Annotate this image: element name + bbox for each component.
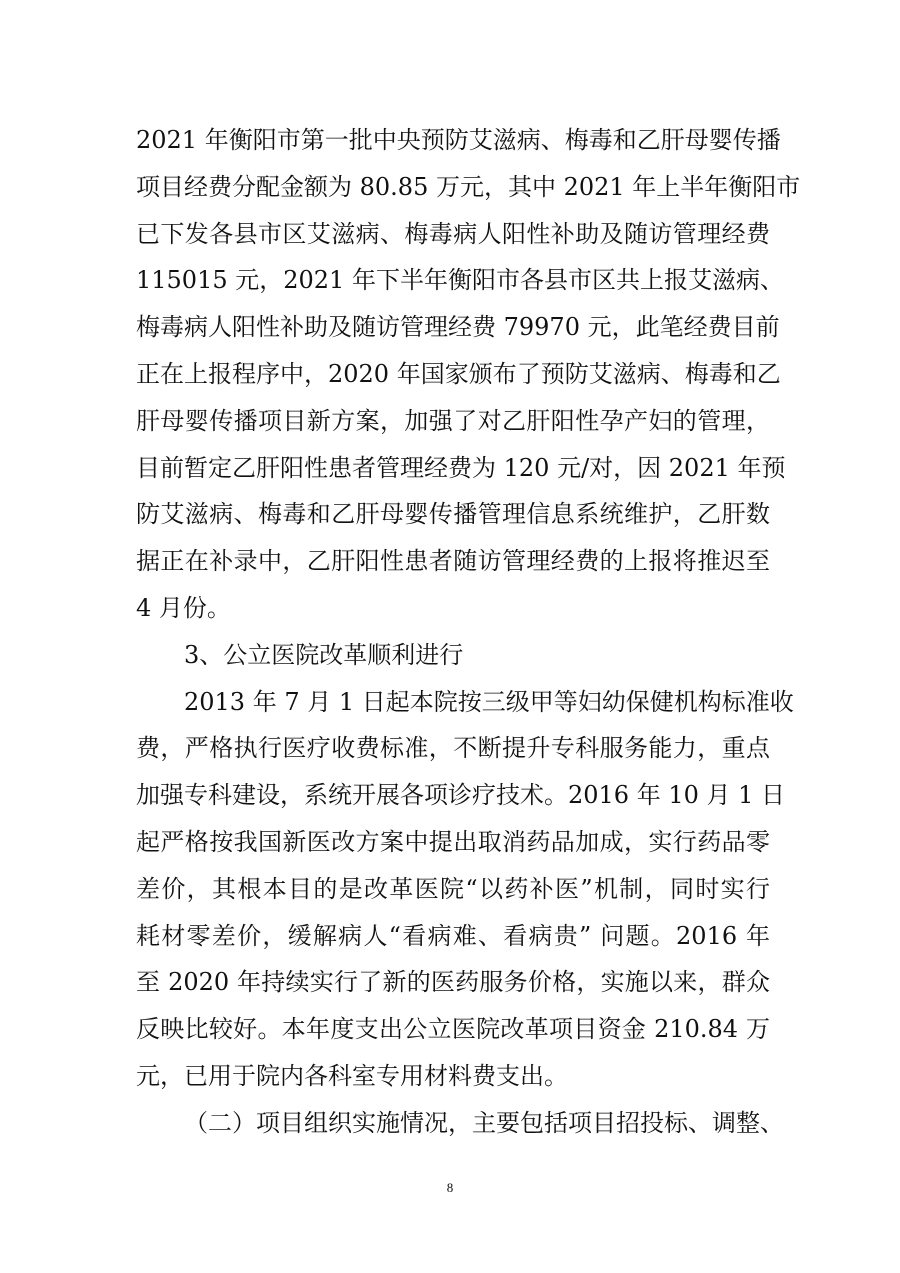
text-line: 正在上报程序中，2020 年国家颁布了预防艾滋病、梅毒和乙 [136,359,781,388]
text-line: 据正在补录中，乙肝阳性患者随访管理经费的上报将推迟至 [136,547,770,576]
text-line: 项目经费分配金额为 80.85 万元，其中 2021 年上半年衡阳市 [136,172,801,201]
text-line: 2013 年 7 月 1 日起本院按三级甲等妇幼保健机构标准收 [184,687,794,716]
body-text [136,117,801,1147]
text-line: 反映比较好。本年度支出公立医院改革项目资金 210.84 万 [136,1015,770,1044]
text-line: 梅毒病人阳性补助及随访管理经费 79970 元，此笔经费目前 [136,313,780,342]
text-line: 元，已用于院内各科室专用材料费支出。 [136,1061,568,1090]
text-line: 2021 年衡阳市第一批中央预防艾滋病、梅毒和乙肝母婴传播 [136,126,781,154]
text-line: 3、公立医院改革顺利进行 [184,640,464,669]
text-line: 肝母婴传播项目新方案，加强了对乙肝阳性孕产妇的管理， [136,406,770,435]
text-line: 至 2020 年持续实行了新的医药服务价格，实施以来，群众 [136,968,770,997]
text-line: 4 月份。 [136,593,231,622]
text-line: 目前暂定乙肝阳性患者管理经费为 120 元/对，因 2021 年预 [136,453,786,482]
text-line: 差价，其根本目的是改革医院“以药补医”机制，同时实行 [136,874,770,903]
text-line: 防艾滋病、梅毒和乙肝母婴传播管理信息系统维护，乙肝数 [136,500,770,529]
text-line: 已下发各县市区艾滋病、梅毒病人阳性补助及随访管理经费 [136,219,770,248]
text-line: 加强专科建设，系统开展各项诊疗技术。2016 年 10 月 1 日 [136,781,786,810]
text-line: 费，严格执行医疗收费标准，不断提升专科服务能力，重点 [136,734,770,763]
text-line: 115015 元，2021 年下半年衡阳市各县市区共上报艾滋病、 [136,266,784,295]
page-number: 8 [446,1180,454,1195]
text-line: 起严格按我国新医改方案中提出取消药品加成，实行药品零 [136,827,770,856]
text-line: （二）项目组织实施情况，主要包括项目招投标、调整、 [184,1108,784,1137]
text-line: 耗材零差价，缓解病人“看病难、看病贵” 问题。2016 年 [136,921,770,950]
